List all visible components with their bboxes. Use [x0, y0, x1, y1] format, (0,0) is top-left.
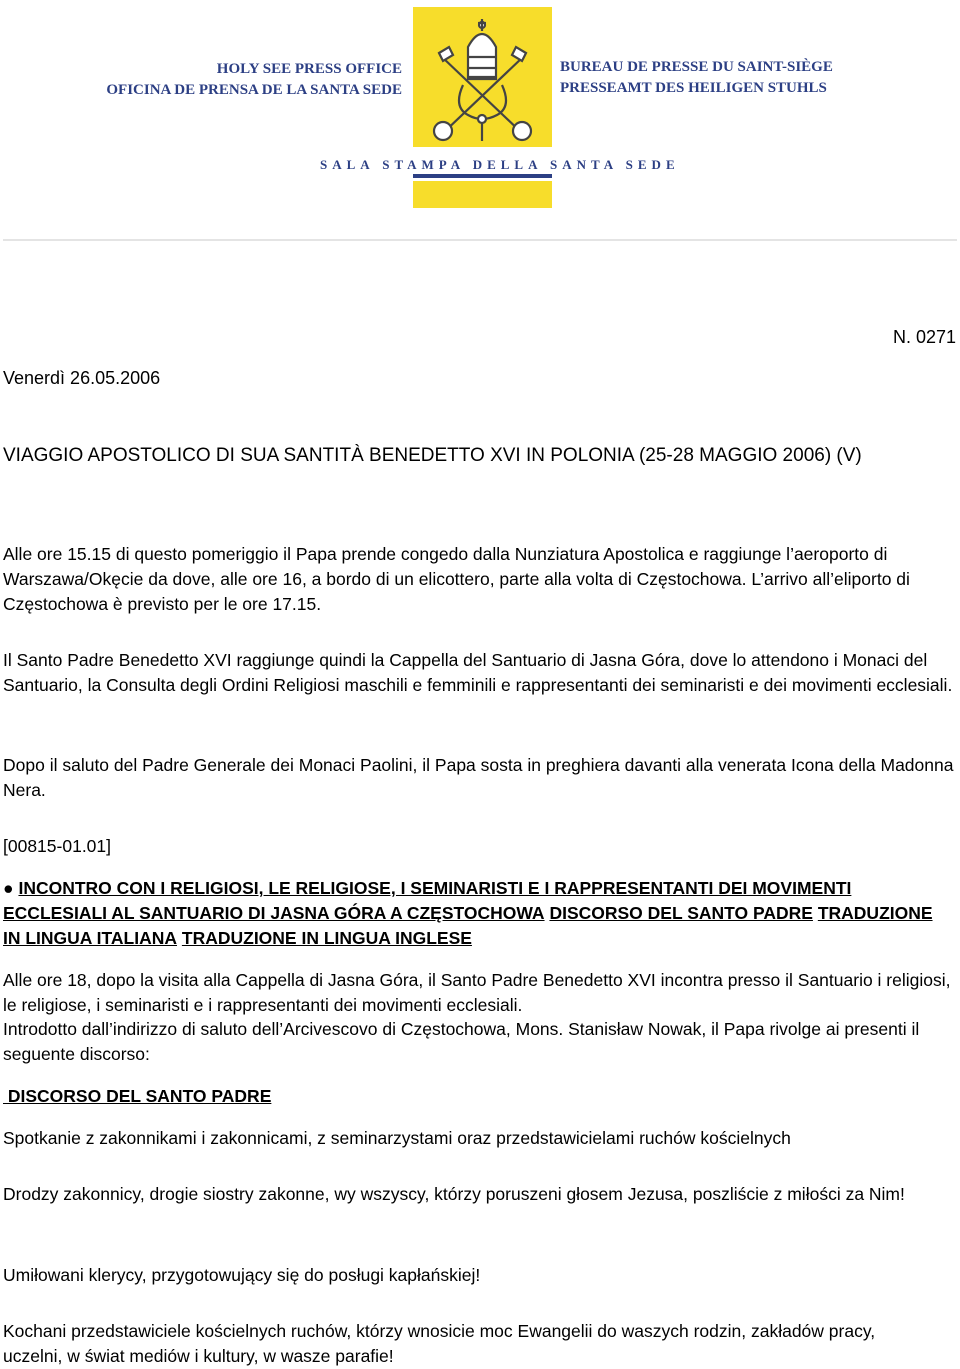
bulletin-number: N. 0271: [892, 327, 956, 347]
presseamt-label: PRESSEAMT DES HEILIGEN STUHLS: [560, 80, 827, 96]
traduzione-italiana-link[interactable]: TRADUZIONE IN LINGUA ITALIANA: [3, 903, 933, 948]
oficina-prensa-label: OFICINA DE PRENSA DE LA SANTA SEDE: [106, 82, 402, 98]
header-yellow-bar: [413, 181, 552, 208]
bulletin-title: VIAGGIO APOSTOLICO DI SUA SANTITÀ BENEDETTO XVI IN POLONIA (25-28 MAGGIO 2006) (V): [3, 445, 862, 466]
body-paragraph-4: Alle ore 18, dopo la visita alla Cappella di Jasna Góra, il Santo Padre Benedetto XVI incontra presso il Santuario i religiosi, le religiose, i seminaristi e i rappresentanti dei movimenti ecclesiali.: [3, 970, 951, 1015]
body-paragraph-2: Il Santo Padre Benedetto XVI raggiunge quindi la Cappella del Santuario di Jasna Góra, dove lo attendono i Monaci del Santuario, la Consulta degli Ordini Religiosi maschili e femminili e rappresentanti dei seminaristi e dei movimenti ecclesiali.: [3, 650, 953, 695]
press-office-names-right: [560, 57, 833, 99]
discorso-heading-link[interactable]: DISCORSO DEL SANTO PADRE: [3, 1086, 272, 1106]
section-links: [3, 876, 933, 951]
bullet-icon: ●: [3, 878, 14, 898]
discorso-link[interactable]: DISCORSO DEL SANTO PADRE: [549, 903, 813, 923]
header-divider: [3, 239, 957, 241]
polish-paragraph-1: Drodzy zakonnicy, drogie siostry zakonne, wy wszyscy, którzy poruszeni głosem Jezusa, poszliście z miłości za Nim!: [3, 1184, 905, 1204]
header-navy-bar: [413, 174, 552, 178]
polish-title: Spotkanie z zakonnikami i zakonnicami, z seminarzystami oraz przedstawicielami ruchów kościelnych: [3, 1128, 791, 1148]
section-title-link[interactable]: INCONTRO CON I RELIGIOSI, LE RELIGIOSE, I SEMINARISTI E I RAPPRESENTANTI DEI MOVIMENTI ECCLESIALI AL SANTUARIO DI JASNA GÓRA A CZĘSTOCHOWA: [3, 878, 852, 923]
body-paragraph-5: Introdotto dall’indirizzo di saluto dell’Arcivescovo di Częstochowa, Mons. Stanisław Nowak, il Papa rivolge ai presenti il seguente discorso:: [3, 1019, 920, 1064]
bureau-presse-label: BUREAU DE PRESSE DU SAINT-SIÈGE: [560, 59, 833, 75]
reference-code: [00815-01.01]: [3, 836, 112, 856]
sala-stampa-label: SALA STAMPA DELLA SANTA SEDE: [320, 157, 680, 172]
press-office-names-left: [0, 59, 402, 101]
polish-paragraph-3: Kochani przedstawiciele kościelnych ruchów, którzy wnosicie moc Ewangelii do waszych rodzin, zakładów pracy, uczelni, w świat mediów i kultury, w wasze parafie!: [3, 1321, 876, 1366]
traduzione-inglese-link[interactable]: TRADUZIONE IN LINGUA INGLESE: [181, 928, 472, 948]
bulletin-date: Venerdì 26.05.2006: [3, 368, 161, 388]
body-paragraph-1: Alle ore 15.15 di questo pomeriggio il Papa prende congedo dalla Nunziatura Apostolica e raggiunge l’aeroporto di Warszawa/Okęcie da dove, alle ore 16, a bordo di un elicottero, parte alla volta di Częstochowa. L’arrivo all’eliporto di Częstochowa è previsto per le ore 17.15.: [3, 544, 910, 614]
body-paragraph-3: Dopo il saluto del Padre Generale dei Monaci Paolini, il Papa sosta in preghiera davanti alla venerata Icona della Madonna Nera.: [3, 755, 954, 800]
papal-coat-of-arms-icon: [413, 7, 552, 147]
holy-see-press-office-label: HOLY SEE PRESS OFFICE: [216, 61, 402, 77]
polish-paragraph-2: Umiłowani klerycy, przygotowujący się do posługi kapłańskiej!: [3, 1265, 481, 1285]
